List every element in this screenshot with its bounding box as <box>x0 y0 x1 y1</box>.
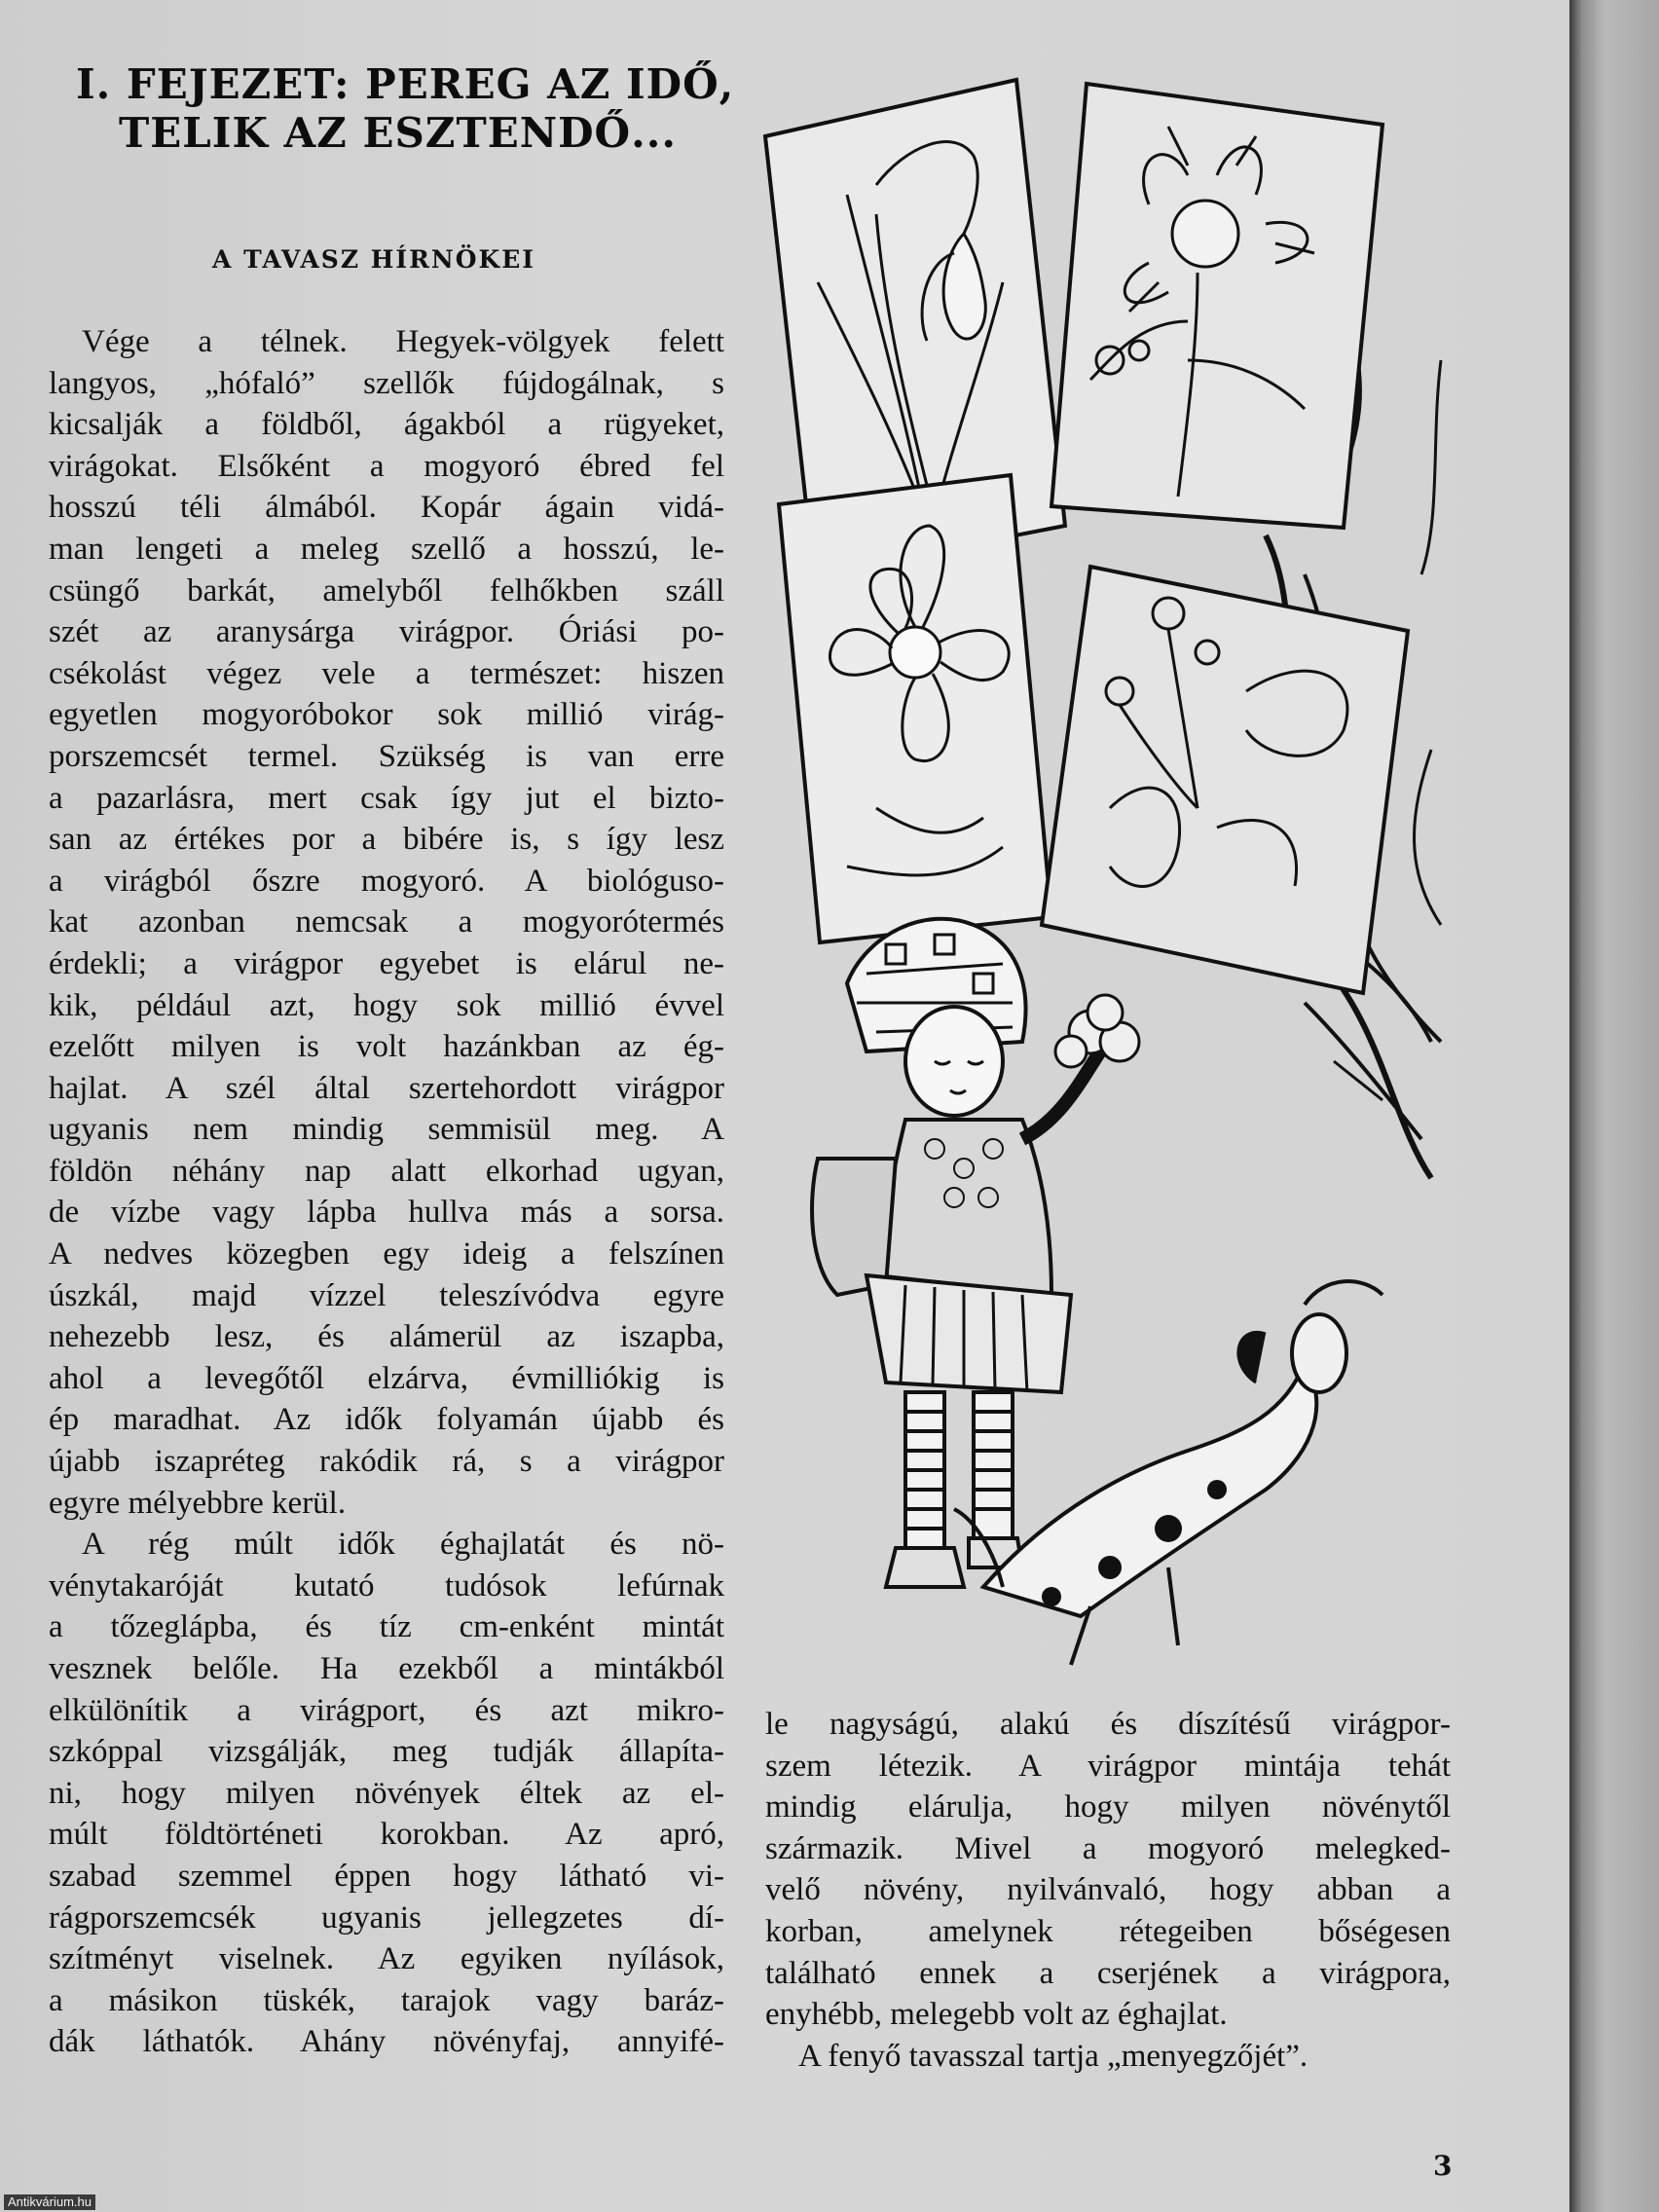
body-line: Vége a télnek. Hegyek-völgyek felett <box>82 324 724 359</box>
body-line: velő növény, nyilvánvaló, hogy abban a <box>765 1872 1451 1908</box>
body-line: származik. Mivel a mogyoró melegked- <box>765 1830 1451 1866</box>
watermark: Antikvárium.hu <box>4 2194 95 2210</box>
body-text-right-column <box>765 1704 1451 2077</box>
body-line: a másikon tüskék, tarajok vagy baráz- <box>49 1982 724 2018</box>
body-line: vesznek belőle. Ha ezekből a mintákból <box>49 1651 724 1686</box>
body-line: man lengeti a meleg szellő a hosszú, le- <box>49 531 724 567</box>
body-line: mindig elárulja, hogy milyen növénytől <box>765 1789 1451 1825</box>
body-line: porszemcsét termel. Szükség is van erre <box>49 738 724 774</box>
body-line: kicsalják a földből, ágakból a rügyeket, <box>49 407 724 443</box>
body-line: újabb iszapréteg rakódik rá, s a virágpor <box>49 1444 724 1480</box>
body-line: szem létezik. A virágpor mintája tehát <box>765 1748 1451 1784</box>
body-line: csüngő barkát, amelyből felhőkben száll <box>49 572 724 608</box>
book-spine-shadow <box>1569 0 1659 2212</box>
anemone-card <box>779 475 1051 942</box>
body-line: de vízbe vagy lápba hullva más a sorsa. <box>49 1195 724 1231</box>
chapter-title-line-2: TELIK AZ ESZTENDŐ... <box>119 109 677 157</box>
body-line: található ennek a cserjének a virágpora, <box>765 1955 1451 1991</box>
body-line: földön néhány nap alatt elkorhad ugyan, <box>49 1153 724 1189</box>
body-line: ezelőtt milyen is volt hazánkban az ég- <box>49 1029 724 1065</box>
body-line: a virágból őszre mogyoró. A biológuso- <box>49 863 724 899</box>
body-line: le nagyságú, alakú és díszítésű virágpor- <box>765 1707 1451 1742</box>
body-text-left-column <box>49 321 724 2063</box>
body-line: nehezebb lesz, és alámerül az iszapba, <box>49 1319 724 1355</box>
chapter-title-line-1: I. FEJEZET: PEREG AZ IDŐ, <box>76 60 735 108</box>
body-line: san az értékes por a bibére is, s így lesz <box>49 822 724 858</box>
body-line: a tőzeglápba, és tíz cm-enként mintát <box>49 1609 724 1645</box>
body-line: szítményt viselnek. Az egyiken nyílások, <box>49 1941 724 1977</box>
body-line: érdekli; a virágpor egyebet is elárul ne- <box>49 945 724 981</box>
body-line: dák láthatók. Ahány növényfaj, annyifé- <box>49 2024 724 2060</box>
body-line: csékolást végez vele a természet: hiszen <box>49 655 724 691</box>
body-line: A fenyő tavasszal tartja „menyegzőjét”. <box>798 2038 1309 2074</box>
body-line: rágporszemcsék ugyanis jellegzetes dí- <box>49 1899 724 1936</box>
body-line: múlt földtörténeti korokban. Az apró, <box>49 1817 724 1853</box>
body-line: kik, például azt, hogy sok millió évvel <box>49 987 724 1023</box>
spring-illustration <box>759 68 1460 1704</box>
body-line: szabad szemmel éppen hogy látható vi- <box>49 1858 724 1894</box>
body-line: szét az aranysárga virágpor. Óriási po- <box>49 614 724 650</box>
body-line: elkülönítik a virágport, és azt mikro- <box>49 1692 724 1728</box>
body-line: korban, amelynek rétegeiben bőségesen <box>765 1913 1451 1949</box>
girl-drawing <box>812 919 1139 1587</box>
primrose-card <box>1042 567 1408 993</box>
page-number: 3 <box>1433 2150 1453 2182</box>
body-line: A rég múlt idők éghajlatát és nö- <box>82 1527 724 1563</box>
body-line: ni, hogy milyen növények éltek az el- <box>49 1775 724 1811</box>
body-line: kat azonban nemcsak a mogyorótermés <box>49 904 724 940</box>
body-line: hajlat. A szél által szertehordott virágpor <box>49 1070 724 1106</box>
chapter-title <box>76 60 757 158</box>
body-line: úszkál, majd vízzel teleszívódva egyre <box>49 1277 724 1313</box>
body-line: a pazarlásra, mert csak így jut el bizto- <box>49 780 724 816</box>
section-title: A TAVASZ HÍRNÖKEI <box>212 245 535 274</box>
pasque-flower-card <box>1051 84 1382 528</box>
body-line: ugyanis nem mindig semmisül meg. A <box>49 1112 724 1148</box>
body-line: ahol a levegőtől elzárva, évmilliókig is <box>49 1360 724 1396</box>
body-line: hosszú téli álmából. Kopár ágain vidá- <box>49 490 724 526</box>
body-line: enyhébb, melegebb volt az éghajlat. <box>765 1997 1228 2033</box>
body-line: egyetlen mogyoróbokor sok millió virág- <box>49 697 724 733</box>
body-line: langyos, „hófaló” szellők fújdogálnak, s <box>49 365 724 401</box>
body-line: egyre mélyebbre kerül. <box>49 1485 347 1521</box>
body-line: szkóppal vizsgálják, meg tudják állapíta- <box>49 1734 724 1770</box>
body-line: ép maradhat. Az idők folyamán újabb és <box>49 1402 724 1438</box>
body-line: vénytakaróját kutató tudósok lefúrnak <box>49 1567 724 1604</box>
body-line: A nedves közegben egy ideig a felszínen <box>49 1236 724 1272</box>
body-line: virágokat. Elsőként a mogyoró ébred fel <box>49 448 724 484</box>
